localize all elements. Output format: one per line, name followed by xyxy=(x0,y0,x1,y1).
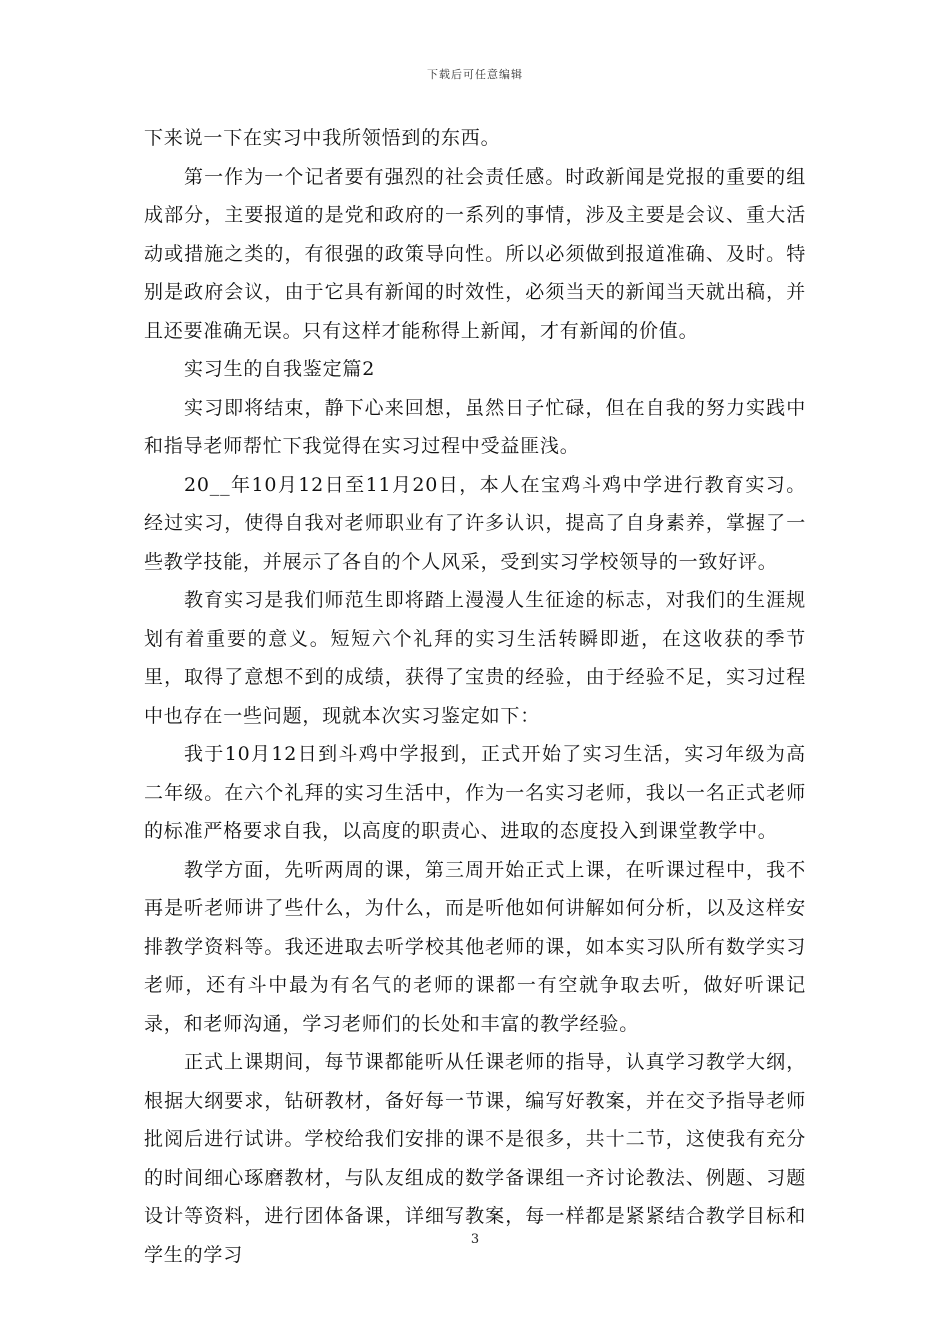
page-number: 3 xyxy=(470,1232,480,1247)
paragraph-internship-dates: 20__年10月12日至11月20日，本人在宝鸡斗鸡中学进行教育实习。经过实习，使得自我对老师职业有了许多认识，提高了自身素养，掌握了一些教学技能，并展示了各自的个人风采，受到实习学校领导的一致好评。 xyxy=(144,473,806,573)
paragraph-internship-significance: 教育实习是我们师范生即将踏上漫漫人生征途的标志，对我们的生涯规划有着重要的意义。短短六个礼拜的实习生活转瞬即逝，在这收获的季节里，取得了意想不到的成绩，获得了宝贵的经验，由于经验不足，实习过程中也存在一些问题，现就本次实习鉴定如下： xyxy=(144,589,806,727)
page-header: 下载后可任意编辑 xyxy=(427,68,523,81)
paragraph-teaching: 教学方面，先听两周的课，第三周开始正式上课，在听课过程中，我不再是听老师讲了些什么，为什么，而是听他如何讲解如何分析，以及这样安排教学资料等。我还进取去听学校其他老师的课，如本实习队所有数学实习老师，还有斗中最为有名气的老师的课都一有空就争取去听，做好听课记录，和老师沟通，学习老师们的长处和丰富的教学经验。 xyxy=(144,858,806,1035)
paragraph-report-in: 我于10月12日到斗鸡中学报到，正式开始了实习生活，实习年级为高二年级。在六个礼拜的实习生活中，作为一名实习老师，我以一名正式老师的标准严格要求自我，以高度的职责心、进取的态度投入到课堂教学中。 xyxy=(144,743,806,842)
document-body xyxy=(144,119,806,1274)
paragraph-continuation: 下来说一下在实习中我所领悟到的东西。 xyxy=(144,127,501,149)
paragraph-journalist-responsibility: 第一作为一个记者要有强烈的社会责任感。时政新闻是党报的重要的组成部分，主要报道的是党和政府的一系列的事情，涉及主要是会议、重大活动或措施之类的，有很强的政策导向性。所以必须做到报道准确、及时。特别是政府会议，由于它具有新闻的时效性，必须当天的新闻当天就出稿，并且还要准确无误。只有这样才能称得上新闻，才有新闻的价值。 xyxy=(144,165,806,342)
section-heading: 实习生的自我鉴定篇2 xyxy=(184,358,376,380)
paragraph-formal-classes: 正式上课期间，每节课都能听从任课老师的指导，认真学习教学大纲，根据大纲要求，钻研教材，备好每一节课，编写好教案，并在交予指导老师批阅后进行试讲。学校给我们安排的课不是很多，共十二节，这使我有充分的时间细心琢磨教材，与队友组成的数学备课组一齐讨论教法、例题、习题设计等资料，进行团体备课，详细写教案，每一样都是紧紧结合教学目标和学生的学习 xyxy=(144,1051,806,1266)
paragraph-intro: 实习即将结束，静下心来回想，虽然日子忙碌，但在自我的努力实践中和指导老师帮忙下我觉得在实习过程中受益匪浅。 xyxy=(144,396,806,457)
